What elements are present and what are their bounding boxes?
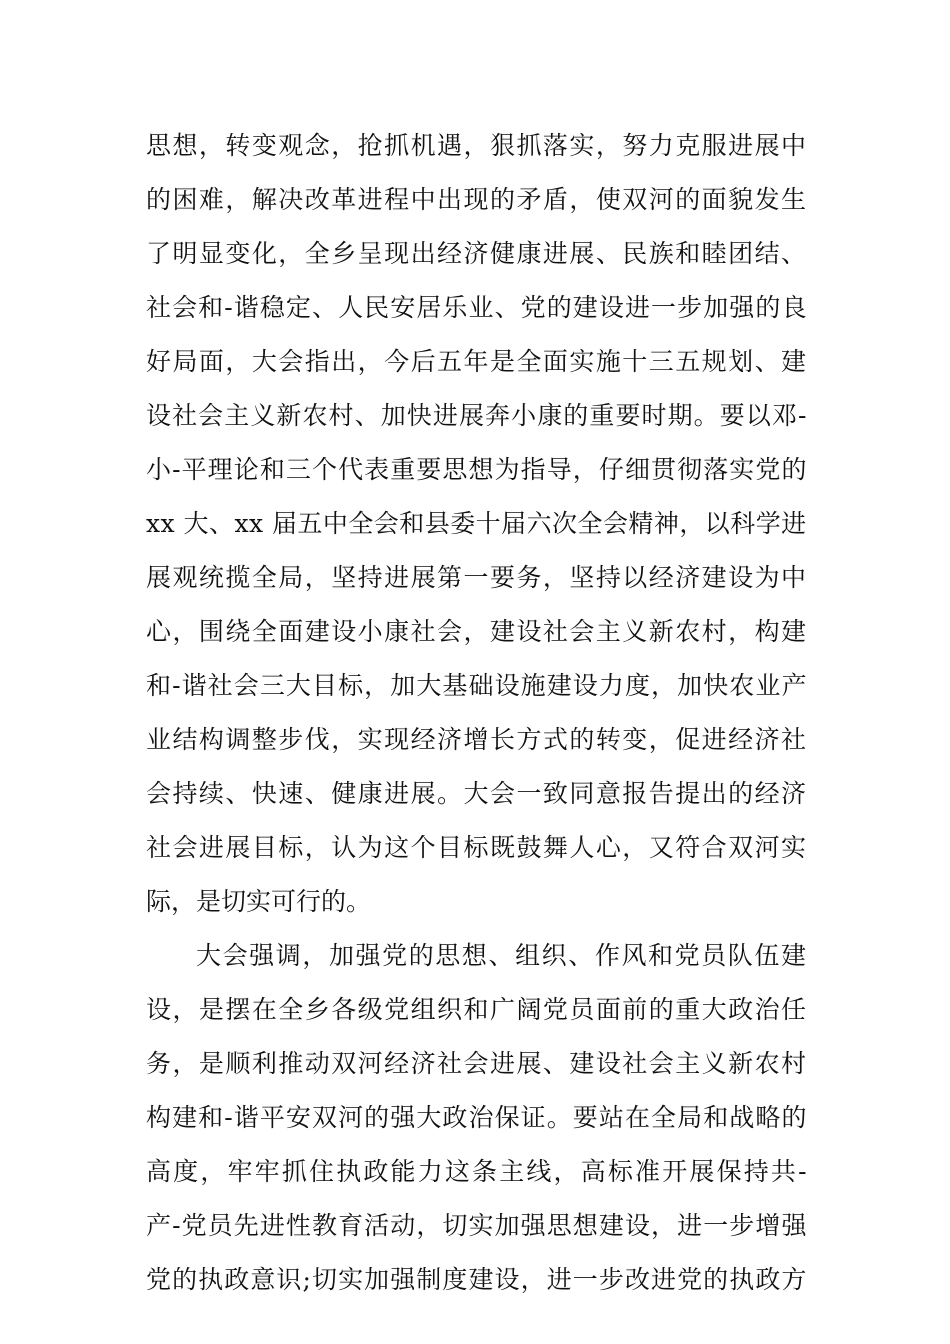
line-text: 高度，牢牢抓住执政能力这条主线，高标准开展保持共- [146,1157,809,1186]
line-text: 社会和-谐稳定、人民安居乐业、党的建设进一步加强的良 [146,293,808,322]
line-text: 社会进展目标，认为这个目标既鼓舞人心，又符合双河实 [146,833,808,862]
text-line [0,1253,950,1307]
text-line [0,551,950,605]
text-line [0,281,950,335]
line-text: 的困难，解决改革进程中出现的矛盾，使双河的面貌发生 [146,185,808,214]
text-line [0,929,950,983]
text-line [0,1037,950,1091]
line-text: 业结构调整步伐，实现经济增长方式的转变，促进经济社 [146,725,808,754]
text-line [0,659,950,713]
text-line [0,713,950,767]
line-text: 会持续、快速、健康进展。大会一致同意报告提出的经济 [146,779,808,808]
text-line [0,173,950,227]
line-text: 好局面，大会指出，今后五年是全面实施十三五规划、建 [146,347,808,376]
text-line [0,767,950,821]
text-line [0,821,950,875]
line-text: 党的执政意识;切实加强制度建设，进一步改进党的执政方 [146,1265,808,1294]
text-line [0,119,950,173]
line-text: 设，是摆在全乡各级党组织和广阔党员面前的重大政治任 [146,995,808,1024]
line-text: 和-谐社会三大目标，加大基础设施建设力度，加快农业产 [146,671,808,700]
line-text: 了明显变化，全乡呈现出经济健康进展、民族和睦团结、 [146,239,808,268]
line-text: 产-党员先进性教育活动，切实加强思想建设，进一步增强 [146,1211,808,1240]
line-text: 思想，转变观念，抢抓机遇，狠抓落实，努力克服进展中 [146,131,808,160]
line-text: 展观统揽全局，坚持进展第一要务，坚持以经济建设为中 [146,563,808,592]
line-text: 心，围绕全面建设小康社会，建设社会主义新农村，构建 [146,617,808,646]
line-text: 构建和-谐平安双河的强大政治保证。要站在全局和战略的 [146,1103,808,1132]
text-line [0,875,950,929]
text-line [0,1145,950,1199]
text-line [0,227,950,281]
line-text: 小-平理论和三个代表重要思想为指导，仔细贯彻落实党的 [146,455,808,484]
text-line [0,605,950,659]
text-line [0,983,950,1037]
text-line [0,389,950,443]
text-line [0,335,950,389]
line-text: 设社会主义新农村、加快进展奔小康的重要时期。要以邓- [146,401,808,430]
text-line [0,1199,950,1253]
text-line [0,443,950,497]
line-text: 务，是顺利推动双河经济社会进展、建设社会主义新农村 [146,1049,808,1078]
text-line [0,1091,950,1145]
line-text: 大会强调，加强党的思想、组织、作风和党员队伍建 [196,941,808,970]
text-line [0,497,950,551]
line-text: xx 大、xx 届五中全会和县委十届六次全会精神，以科学进 [146,509,807,538]
line-text: 际，是切实可行的。 [146,887,372,916]
